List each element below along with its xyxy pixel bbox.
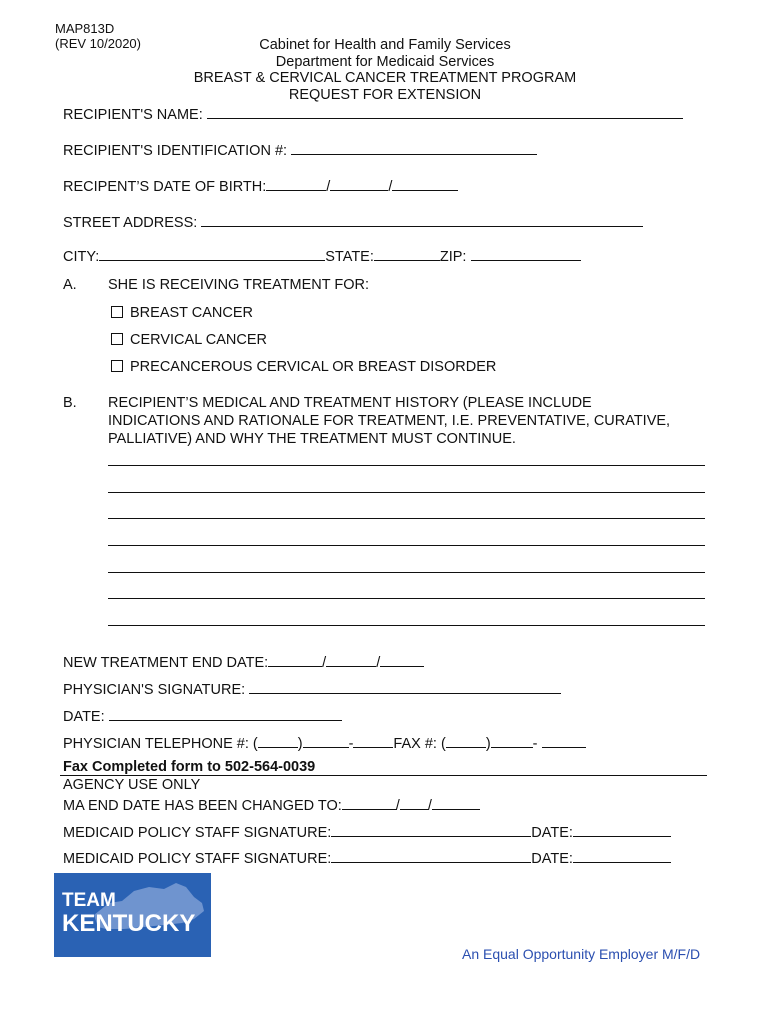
- history-line[interactable]: [108, 572, 705, 573]
- phone-paren: ): [297, 736, 303, 752]
- staff-signature-field-2[interactable]: [331, 848, 531, 863]
- phone-line-field[interactable]: [353, 733, 393, 748]
- dob-slash: /: [388, 179, 393, 195]
- recipient-id-row: [63, 140, 537, 160]
- end-date-row: [63, 652, 424, 672]
- header-department: Department for Medicaid Services: [275, 54, 495, 70]
- fax-prefix-field[interactable]: [491, 733, 533, 748]
- section-b-line-2: INDICATIONS AND RATIONALE FOR TREATMENT, I.E. PREVENTATIVE, CURATIVE,: [108, 413, 671, 429]
- physician-signature-field[interactable]: [249, 679, 561, 694]
- end-date-label: NEW TREATMENT END DATE:: [63, 655, 269, 671]
- recipient-name-label: RECIPIENT'S NAME:: [63, 107, 203, 123]
- header-cabinet: Cabinet for Health and Family Services: [259, 37, 511, 53]
- phone-area-field[interactable]: [258, 733, 298, 748]
- staff-date-field-1[interactable]: [573, 822, 671, 837]
- recipient-id-label: RECIPIENT'S IDENTIFICATION #:: [63, 143, 288, 159]
- checkbox-icon[interactable]: [111, 360, 123, 372]
- history-line[interactable]: [108, 598, 705, 599]
- fax-dash: -: [532, 736, 538, 752]
- state-label: STATE:: [325, 249, 374, 265]
- recipient-name-field[interactable]: [207, 104, 683, 119]
- team-kentucky-logo: [54, 873, 211, 957]
- form-revision: (REV 10/2020): [55, 36, 141, 51]
- staff-date-label: DATE:: [531, 825, 573, 841]
- ma-end-day-field[interactable]: [400, 795, 428, 810]
- form-code: MAP813D: [55, 21, 115, 36]
- dob-slash: /: [326, 179, 331, 195]
- checkbox-icon[interactable]: [111, 306, 123, 318]
- zip-label: ZIP:: [439, 249, 467, 265]
- city-state-zip-row: [63, 246, 581, 266]
- fax-paren: ): [485, 736, 491, 752]
- fax-note: Fax Completed form to 502-564-0039: [63, 759, 316, 775]
- ma-end-date-row: [63, 795, 480, 815]
- street-row: [63, 212, 643, 232]
- fax-label: FAX #: (: [393, 736, 446, 752]
- history-line[interactable]: [108, 492, 705, 493]
- section-b-line-3: PALLIATIVE) AND WHY THE TREATMENT MUST CONTINUE.: [108, 431, 516, 447]
- street-field[interactable]: [201, 212, 643, 227]
- end-date-year-field[interactable]: [380, 652, 424, 667]
- section-a-title: SHE IS RECEIVING TREATMENT FOR:: [108, 277, 370, 293]
- logo-team: TEAM: [62, 890, 116, 911]
- fax-line-field[interactable]: [542, 733, 586, 748]
- option-breast-cancer[interactable]: [111, 305, 253, 322]
- city-label: CITY:: [63, 249, 100, 265]
- end-date-month-field[interactable]: [268, 652, 322, 667]
- ma-end-date-label: MA END DATE HAS BEEN CHANGED TO:: [63, 798, 342, 814]
- staff-signature-row-2: [63, 848, 671, 868]
- dob-label: RECIPENT’S DATE OF BIRTH:: [63, 179, 267, 195]
- header-program: BREAST & CERVICAL CANCER TREATMENT PROGRAM: [193, 70, 577, 86]
- option-label: BREAST CANCER: [130, 305, 254, 321]
- zip-field[interactable]: [471, 246, 581, 261]
- phone-dash: -: [348, 736, 354, 752]
- staff-signature-label: MEDICAID POLICY STAFF SIGNATURE:: [63, 851, 332, 867]
- option-label: CERVICAL CANCER: [130, 332, 267, 348]
- history-line[interactable]: [108, 545, 705, 546]
- history-line[interactable]: [108, 518, 705, 519]
- physician-date-label: DATE:: [63, 709, 105, 725]
- physician-date-field[interactable]: [109, 706, 342, 721]
- recipient-id-field[interactable]: [291, 140, 537, 155]
- agency-divider: [60, 775, 707, 776]
- section-b-letter: B.: [63, 395, 77, 411]
- header-request-title: REQUEST FOR EXTENSION: [288, 87, 482, 103]
- end-date-slash: /: [322, 655, 327, 671]
- street-label: STREET ADDRESS:: [63, 215, 198, 231]
- physician-date-row: [63, 706, 342, 726]
- history-line[interactable]: [108, 625, 705, 626]
- staff-signature-field-1[interactable]: [331, 822, 531, 837]
- fax-area-field[interactable]: [446, 733, 486, 748]
- recipient-name-row: [63, 104, 683, 124]
- staff-signature-row-1: [63, 822, 671, 842]
- dob-day-field[interactable]: [330, 176, 388, 191]
- physician-signature-row: [63, 679, 561, 699]
- city-field[interactable]: [99, 246, 325, 261]
- agency-use-only: AGENCY USE ONLY: [63, 777, 201, 793]
- logo-kentucky: KENTUCKY: [62, 910, 196, 937]
- ma-end-month-field[interactable]: [342, 795, 396, 810]
- ma-slash: /: [395, 798, 400, 814]
- phone-label: PHYSICIAN TELEPHONE #: (: [63, 736, 258, 752]
- phone-prefix-field[interactable]: [303, 733, 349, 748]
- ma-end-year-field[interactable]: [432, 795, 480, 810]
- staff-signature-label: MEDICAID POLICY STAFF SIGNATURE:: [63, 825, 332, 841]
- staff-date-label: DATE:: [531, 851, 573, 867]
- dob-year-field[interactable]: [392, 176, 458, 191]
- option-label: PRECANCEROUS CERVICAL OR BREAST DISORDER: [130, 359, 497, 375]
- staff-date-field-2[interactable]: [573, 848, 671, 863]
- history-line[interactable]: [108, 465, 705, 466]
- dob-month-field[interactable]: [266, 176, 326, 191]
- option-precancerous[interactable]: [111, 359, 496, 376]
- ma-slash: /: [427, 798, 432, 814]
- state-field[interactable]: [374, 246, 440, 261]
- option-cervical-cancer[interactable]: [111, 332, 267, 349]
- physician-phone-row: [63, 733, 586, 753]
- footer-employer: An Equal Opportunity Employer M/F/D: [462, 946, 701, 962]
- dob-row: [63, 176, 458, 196]
- section-a-letter: A.: [63, 277, 77, 293]
- physician-signature-label: PHYSICIAN'S SIGNATURE:: [63, 682, 246, 698]
- end-date-slash: /: [376, 655, 381, 671]
- end-date-day-field[interactable]: [326, 652, 376, 667]
- checkbox-icon[interactable]: [111, 333, 123, 345]
- section-b-line-1: RECIPIENT’S MEDICAL AND TREATMENT HISTORY (PLEASE INCLUDE: [108, 395, 592, 411]
